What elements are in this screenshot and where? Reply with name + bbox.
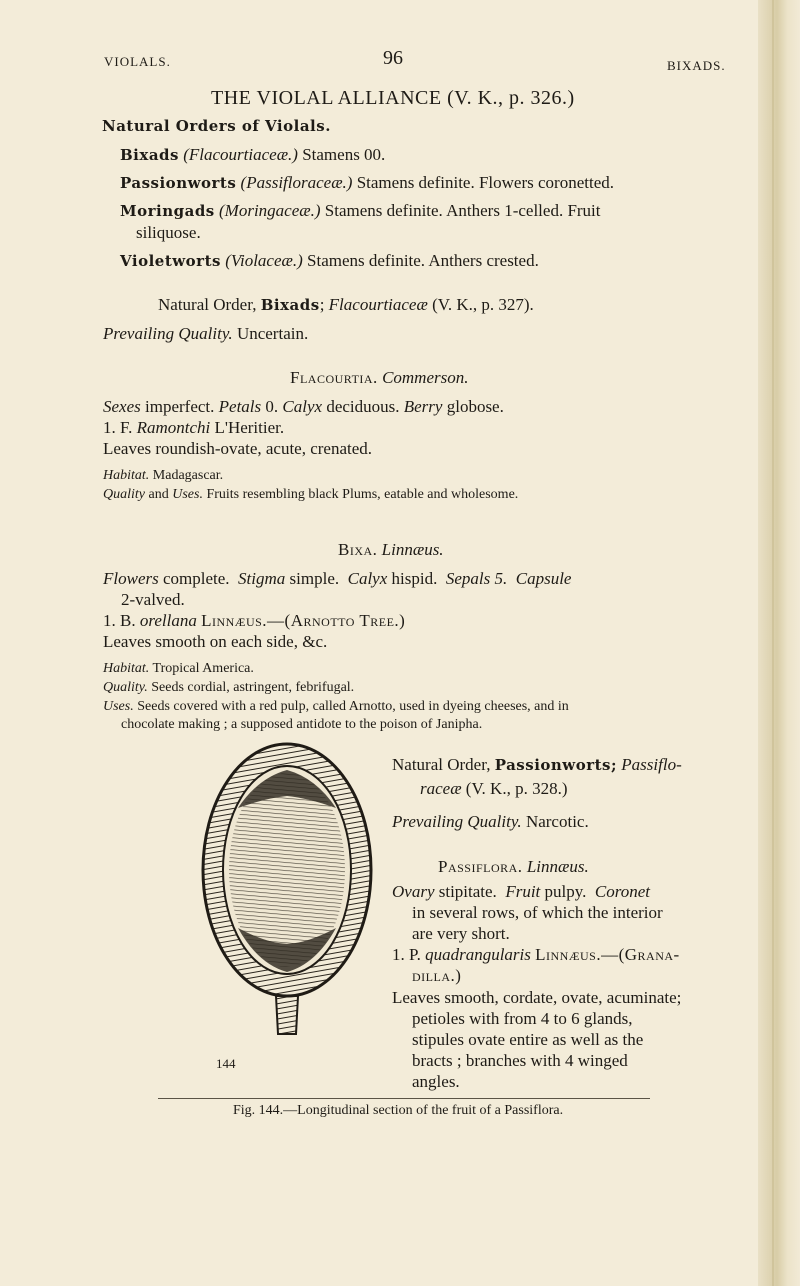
order-item bbox=[120, 201, 601, 221]
leaves-description: Leaves smooth on each side, &c. bbox=[103, 632, 328, 651]
char-text: deciduous. bbox=[326, 397, 400, 416]
genus-characters bbox=[103, 397, 504, 417]
genus-heading bbox=[438, 857, 589, 877]
prevailing-quality bbox=[103, 324, 308, 344]
figure-caption: Fig. 144.—Longitudinal section of the fruit of a Passiflora. bbox=[233, 1103, 564, 1118]
order-item bbox=[120, 251, 539, 271]
running-header-left: VIOLALS. bbox=[104, 54, 171, 69]
order-latin: Flacourtiaceæ bbox=[328, 295, 428, 314]
prevailing-label: Prevailing Quality. bbox=[392, 812, 522, 831]
habitat-label: Habitat. bbox=[103, 661, 150, 676]
order-latin: (Violaceæ.) bbox=[225, 251, 303, 270]
order-latin: raceæ bbox=[420, 779, 462, 798]
species-name: orellana bbox=[139, 611, 197, 630]
genus-characters-continued: are very short. bbox=[412, 924, 510, 943]
orders-heading: Natural Orders of Violals. bbox=[102, 117, 331, 135]
char-text: globose. bbox=[446, 397, 504, 416]
quality-uses-line bbox=[103, 486, 518, 503]
page-title: THE VIOLAL ALLIANCE (V. K., p. 326.) bbox=[211, 87, 575, 109]
leaves-description-continued: bracts ; branches with 4 winged bbox=[412, 1051, 628, 1070]
char-term: Sexes bbox=[103, 397, 141, 416]
running-header-right: BIXADS. bbox=[667, 58, 726, 73]
species-author: Linnæus.—(Arnotto Tree.) bbox=[201, 611, 406, 630]
char-term: Calyx bbox=[282, 397, 323, 416]
uses-label: Uses. bbox=[172, 487, 203, 502]
genus-characters-continued: 2-valved. bbox=[121, 590, 185, 609]
char-term: Fruit bbox=[505, 882, 541, 901]
char-term: Ovary bbox=[392, 882, 435, 901]
figure-rule bbox=[158, 1098, 650, 1099]
uses-line-continued: chocolate making ; a supposed antidote to the poison of Janipha. bbox=[121, 717, 483, 732]
order-pre: Natural Order, bbox=[392, 755, 491, 774]
habitat-line bbox=[103, 467, 223, 484]
char-text: simple. bbox=[289, 569, 340, 588]
order-desc: Stamens definite. Anthers crested. bbox=[307, 251, 539, 270]
order-latin: (Moringaceæ.) bbox=[219, 201, 321, 220]
species-author: Linnæus.—(Grana- bbox=[535, 945, 680, 964]
natural-order-line bbox=[392, 755, 682, 775]
species-line bbox=[392, 945, 680, 965]
order-blackletter: Bixads bbox=[260, 296, 320, 314]
prevailing-value: Uncertain. bbox=[236, 324, 309, 343]
order-latin: Passiflo- bbox=[621, 755, 682, 774]
quality-label: Quality bbox=[103, 487, 145, 502]
quality-label: Quality. bbox=[103, 680, 148, 695]
char-term: Flowers bbox=[103, 569, 159, 588]
char-term: Sepals 5. bbox=[445, 569, 508, 588]
uses-label: Uses. bbox=[103, 699, 134, 714]
order-latin: (Passifloraceæ.) bbox=[240, 173, 353, 192]
order-name: Bixads bbox=[120, 146, 179, 164]
natural-order-line-continued bbox=[420, 779, 567, 799]
habitat-line bbox=[103, 660, 254, 677]
prevailing-quality bbox=[392, 812, 589, 832]
genus-characters-continued: in several rows, of which the interior bbox=[412, 903, 663, 922]
order-name: Violetworts bbox=[120, 252, 221, 270]
char-term: Coronet bbox=[594, 882, 650, 901]
char-text: pulpy. bbox=[544, 882, 587, 901]
char-term: Petals bbox=[218, 397, 262, 416]
order-name: Passionworts bbox=[120, 174, 237, 192]
order-latin: (Flacourtiaceæ.) bbox=[183, 145, 298, 164]
genus-name: Passiflora. bbox=[438, 857, 523, 876]
passiflora-fruit-section-illustration bbox=[198, 738, 376, 1048]
species-line bbox=[103, 418, 284, 438]
order-desc: Stamens 00. bbox=[302, 145, 386, 164]
order-pre: Natural Order, bbox=[158, 295, 257, 314]
char-term: Calyx bbox=[347, 569, 388, 588]
genus-heading bbox=[338, 540, 444, 560]
order-desc-continued: siliquose. bbox=[136, 223, 201, 242]
genus-author: Linnæus. bbox=[381, 540, 444, 559]
species-author: L'Heritier. bbox=[214, 418, 285, 437]
quality-uses-text: Fruits resembling black Plums, eatable and wholesome. bbox=[206, 487, 519, 502]
genus-name: Flacourtia. bbox=[290, 368, 378, 387]
habitat-label: Habitat. bbox=[103, 468, 150, 483]
natural-order-line: Natural Order, Bixads; Flacourtiaceæ (V. K., p. 327). bbox=[158, 295, 534, 314]
leaves-description-continued: stipules ovate entire as well as the bbox=[412, 1030, 644, 1049]
order-ref: (V. K., p. 328.) bbox=[465, 779, 568, 798]
order-name: Moringads bbox=[120, 202, 215, 220]
char-text: stipitate. bbox=[438, 882, 497, 901]
habitat-value: Tropical America. bbox=[152, 661, 254, 676]
leaves-description: Leaves roundish-ovate, acute, crenated. bbox=[103, 439, 373, 458]
order-desc: Stamens definite. Flowers coronetted. bbox=[356, 173, 615, 192]
order-blackletter: Passionworts; bbox=[494, 756, 618, 774]
species-number: 1. F. bbox=[103, 418, 133, 437]
order-item bbox=[120, 173, 614, 193]
char-text: hispid. bbox=[391, 569, 438, 588]
prevailing-label: Prevailing Quality. bbox=[103, 324, 233, 343]
uses-line bbox=[103, 698, 569, 715]
prevailing-value: Narcotic. bbox=[525, 812, 589, 831]
char-text: 0. bbox=[265, 397, 279, 416]
leaves-description: Leaves smooth, cordate, ovate, acuminate; bbox=[392, 988, 682, 1007]
genus-author: Commerson. bbox=[382, 368, 469, 387]
char-term: Stigma bbox=[238, 569, 286, 588]
species-author-continued: dilla.) bbox=[412, 966, 462, 985]
quality-value: Seeds cordial, astringent, febrifugal. bbox=[151, 680, 355, 695]
leaves-description-continued: petioles with from 4 to 6 glands, bbox=[412, 1009, 633, 1028]
uses-value: Seeds covered with a red pulp, called Arnotto, used in dyeing cheeses, and in bbox=[137, 699, 569, 714]
page-edge bbox=[758, 0, 800, 1286]
figure-number: 144 bbox=[216, 1056, 236, 1071]
genus-heading bbox=[290, 368, 468, 388]
char-term: Capsule bbox=[515, 569, 572, 588]
page-number: 96 bbox=[383, 47, 403, 69]
order-desc: Stamens definite. Anthers 1-celled. Fruit bbox=[324, 201, 601, 220]
quality-line bbox=[103, 679, 354, 696]
species-number: 1. B. bbox=[103, 611, 136, 630]
char-text: complete. bbox=[162, 569, 230, 588]
species-name: quadrangularis bbox=[425, 945, 531, 964]
order-ref: (V. K., p. 327). bbox=[432, 295, 534, 314]
species-line bbox=[103, 611, 405, 631]
genus-author: Linnæus. bbox=[526, 857, 589, 876]
species-number: 1. P. bbox=[392, 945, 421, 964]
conjunction: and bbox=[148, 487, 169, 502]
genus-characters bbox=[103, 569, 571, 589]
species-name: Ramontchi bbox=[136, 418, 211, 437]
char-text: imperfect. bbox=[145, 397, 215, 416]
order-item bbox=[120, 145, 385, 165]
genus-characters bbox=[392, 882, 650, 902]
genus-name: Bixa. bbox=[338, 540, 378, 559]
char-term: Berry bbox=[403, 397, 443, 416]
habitat-value: Madagascar. bbox=[152, 468, 224, 483]
leaves-description-continued: angles. bbox=[412, 1072, 460, 1091]
